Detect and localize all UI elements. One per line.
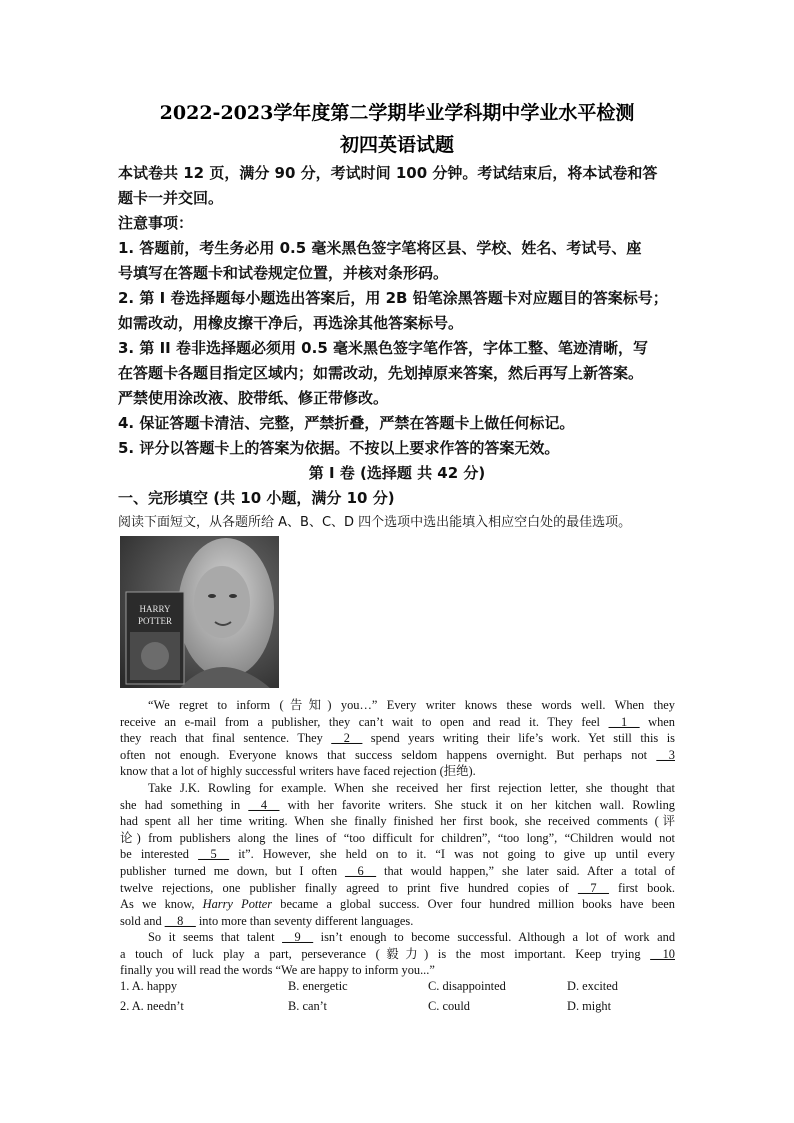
author-photo-illustration xyxy=(120,536,279,688)
note-3-line-1: 3. 第 II 卷非选择题必须用 0.5 毫米黑色签字笔作答，字体工整、笔迹清晰，写 xyxy=(118,339,648,357)
passage-line: sold and __8__ into more than seventy different languages. xyxy=(120,913,414,928)
cloze-direction: 阅读下面短文，从各题所给 A、B、C、D 四个选项中选出能填入相应空白处的最佳选项。 xyxy=(118,515,632,530)
passage-line: publisher turned me down, but I often __6__ that would happen,” she later said. After a total of xyxy=(120,863,675,878)
note-3-line-3: 严禁使用涂改液、胶带纸、修正带修改。 xyxy=(118,389,389,407)
passage-paragraph-1 xyxy=(120,697,675,780)
note-4: 4. 保证答题卡清洁、完整，严禁折叠，严禁在答题卡上做任何标记。 xyxy=(118,414,575,432)
book-title-line-2: POTTER xyxy=(137,616,173,626)
blank-10: __10 xyxy=(650,946,675,961)
exam-title: 2022-2023学年度第二学期毕业学科期中学业水平检测 xyxy=(159,102,635,124)
passage-line: finally you will read the words “We are happy to inform you...” xyxy=(120,963,435,978)
passage-line: twelve rejections, one publisher finally agreed to print five hundred copies of __7__ first book. xyxy=(120,880,676,895)
passage-paragraph-3 xyxy=(120,929,675,979)
author-photo xyxy=(120,536,279,688)
option-2-b: B. can’t xyxy=(288,999,327,1013)
passage-line: a touch of luck play a part, perseverance (毅力) is the most important. Keep trying __10 xyxy=(120,946,675,961)
option-2-d: D. might xyxy=(567,999,612,1013)
cloze-title: 一、完形填空 (共 10 小题，满分 10 分) xyxy=(118,489,395,507)
blank-7: __7__ xyxy=(577,880,609,895)
blank-5: __5__ xyxy=(198,847,230,862)
passage-line: 论) from publishers along the lines of “too difficult for children”, “too long”, “Children would not xyxy=(120,830,675,845)
option-1-d: D. excited xyxy=(567,979,618,993)
blank-1: __1__ xyxy=(608,714,640,729)
passage-line: So it seems that talent __9__ isn’t enough to become successful. Although a lot of work and xyxy=(148,930,676,944)
intro-line-1: 本试卷共 12 页，满分 90 分，考试时间 100 分钟。考试结束后，将本试卷和答 xyxy=(118,164,658,182)
passage-line: receive an e-mail from a publisher, they can’t wait to open and read it. They feel __1__ when xyxy=(120,714,675,729)
note-5: 5. 评分以答题卡上的答案为依据。不按以上要求作答的答案无效。 xyxy=(118,439,560,457)
part-title: 第 I 卷 (选择题 共 42 分) xyxy=(308,464,486,482)
passage-line: they reach that final sentence. They __2__ spend years writing their life’s work. Yet still this is xyxy=(120,731,675,746)
blank-3: __3 xyxy=(656,747,675,762)
intro-line-2: 题卡一并交回。 xyxy=(118,189,224,207)
note-1-line-1: 1. 答题前，考生务必用 0.5 毫米黑色签字笔将区县、学校、姓名、考试号、座 xyxy=(118,239,642,257)
blank-6: __6__ xyxy=(345,863,377,878)
option-2-c: C. could xyxy=(428,999,470,1013)
book-title-line-1: HARRY xyxy=(139,604,171,614)
option-1-c: C. disappointed xyxy=(428,979,506,993)
note-3-line-2: 在答题卡各题目指定区域内；如需改动，先划掉原来答案，然后再写上新答案。 xyxy=(118,364,644,382)
blank-8: __8__ xyxy=(164,913,196,928)
passage-paragraph-2 xyxy=(120,780,675,929)
passage-line: be interested __5__ it”. However, she held on to it. “I was not going to give up until every xyxy=(120,847,675,862)
option-1-a: 1. A. happy xyxy=(120,979,178,993)
blank-9: __9__ xyxy=(282,930,314,944)
passage-line: Take J.K. Rowling for example. When she received her first rejection letter, she thought that xyxy=(148,781,675,795)
passage-line: had spent all her time writing. When she finally finished her first book, she received comments (评 xyxy=(120,814,675,829)
passage-line: she had something in __4__ with her favorite writers. She stuck it on her kitchen wall. Rowling xyxy=(120,797,675,812)
passage-line: know that a lot of highly successful writers have faced rejection (拒绝). xyxy=(120,764,476,779)
blank-2: __2__ xyxy=(331,731,363,746)
passage-line: As we know, Harry Potter became a global success. Over four hundred million books have been xyxy=(120,897,675,912)
note-1-line-2: 号填写在答题卡和试卷规定位置，并核对条形码。 xyxy=(118,264,449,282)
notes-heading: 注意事项： xyxy=(118,214,194,232)
option-1-b: B. energetic xyxy=(288,979,348,993)
options-question-1 xyxy=(120,979,680,997)
blank-4: __4__ xyxy=(248,797,280,812)
book-title-italic: Harry Potter xyxy=(202,897,273,912)
option-2-a: 2. A. needn’t xyxy=(120,999,184,1013)
exam-subtitle: 初四英语试题 xyxy=(339,134,454,156)
note-2-line-1: 2. 第 I 卷选择题每小题选出答案后，用 2B 铅笔涂黑答题卡对应题目的答案标号； xyxy=(118,289,668,307)
passage-line: often not enough. Everyone knows that success seldom happens overnight. But perhaps not __3 xyxy=(120,747,675,762)
note-2-line-2: 如需改动，用橡皮擦干净后，再选涂其他答案标号。 xyxy=(118,314,464,332)
passage-line: “We regret to inform (告知) you…” Every writer knows these words well. When they xyxy=(148,698,675,712)
options-question-2 xyxy=(120,999,680,1017)
